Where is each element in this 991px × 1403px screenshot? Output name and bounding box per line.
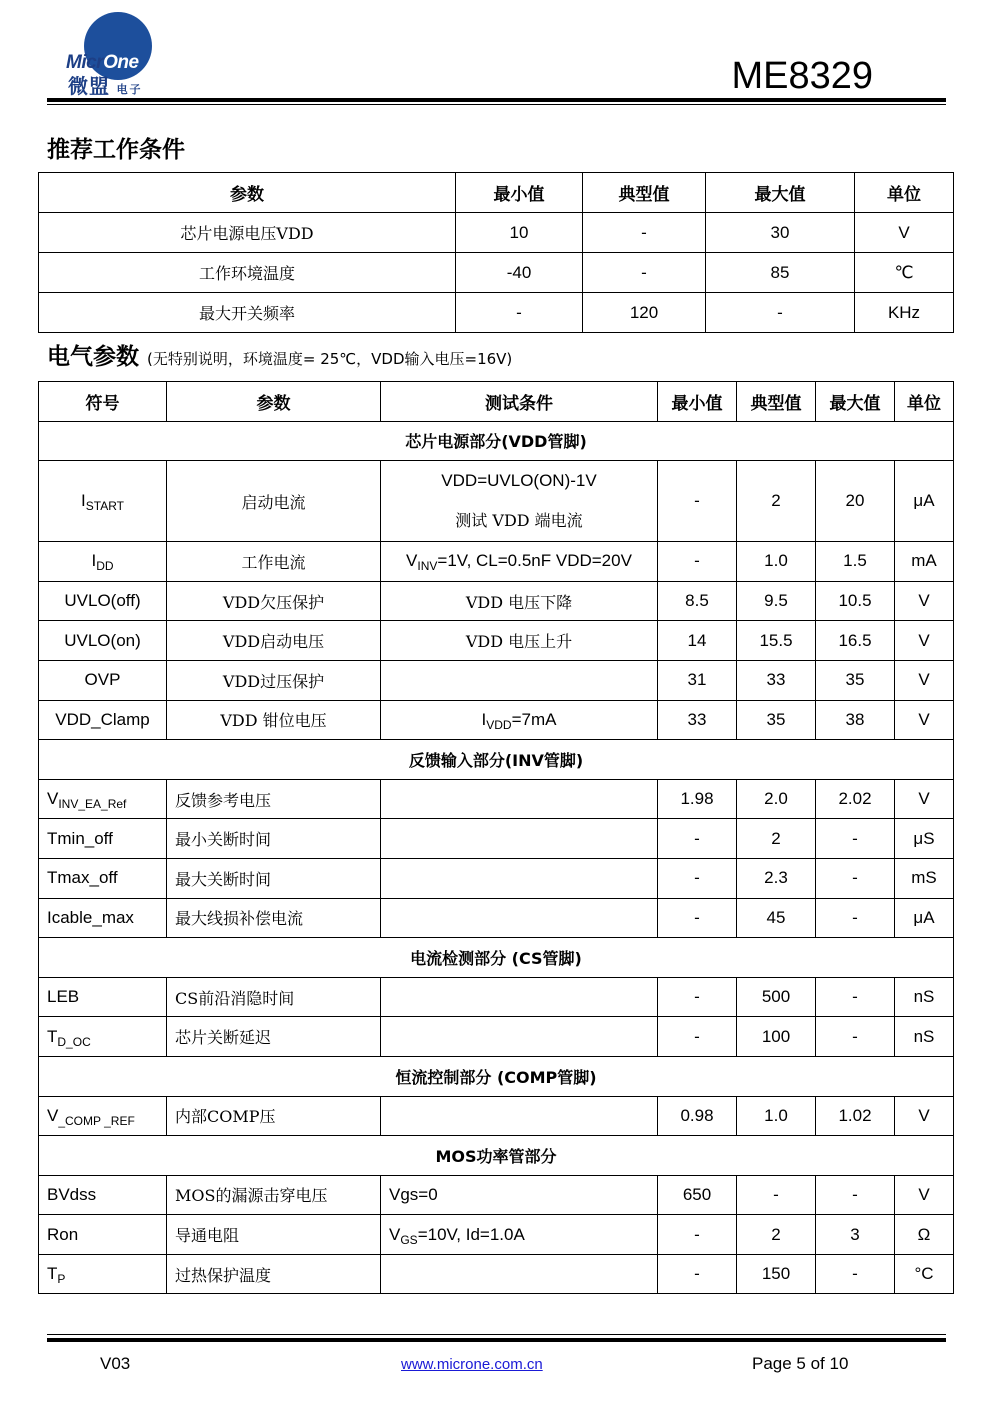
table-row [39, 461, 954, 542]
min-cell: -40 [456, 253, 583, 293]
symbol-cell: Tmin_off [39, 819, 167, 859]
min-cell: 10 [456, 213, 583, 253]
param-cell: VDD启动电压 [167, 621, 381, 661]
typ-cell: 500 [737, 977, 816, 1017]
unit-cell: nS [895, 1017, 954, 1057]
min-cell: - [658, 858, 737, 898]
group-title: 芯片电源部分(VDD管脚) [39, 421, 954, 461]
footer-rule-thin [47, 1334, 946, 1335]
unit-cell: V [895, 621, 954, 661]
symbol-cell [39, 461, 167, 542]
max-cell: - [706, 293, 855, 333]
symbol-cell: Ron [39, 1215, 167, 1255]
max-cell: 35 [816, 660, 895, 700]
param-cell: 最大关断时间 [167, 858, 381, 898]
param-cell: VDD过压保护 [167, 660, 381, 700]
microne-logo [66, 12, 156, 98]
group-title: 恒流控制部分 (COMP管脚) [39, 1056, 954, 1096]
table-row [39, 1254, 954, 1294]
param-cell: VDD欠压保护 [167, 581, 381, 621]
unit-cell: μA [895, 898, 954, 938]
max-cell: - [816, 819, 895, 859]
table-row [39, 293, 954, 333]
col-header: 单位 [895, 382, 954, 422]
cond-text: =1V, CL=0.5nF VDD=20V [437, 551, 632, 571]
max-cell: 85 [706, 253, 855, 293]
param-cell: 芯片关断延迟 [167, 1017, 381, 1057]
symbol-cell [39, 1017, 167, 1057]
max-cell: 1.5 [816, 542, 895, 582]
cond-cell [381, 1215, 658, 1255]
param-cell: 过热保护温度 [167, 1254, 381, 1294]
symbol-text: T [47, 1264, 58, 1284]
table-header-row [39, 173, 954, 213]
electrical-note: (无特别说明，环境温度= 25℃，VDD输入电压=16V) [147, 350, 513, 368]
cond-cell: Vgs=0 [381, 1175, 658, 1215]
typ-cell: 33 [737, 660, 816, 700]
unit-cell: mS [895, 858, 954, 898]
col-header: 符号 [39, 382, 167, 422]
param-cell: 最大线损补偿电流 [167, 898, 381, 938]
group-title: MOS功率管部分 [39, 1136, 954, 1176]
param-cell: 芯片电源电压VDD [39, 213, 456, 253]
cond-cell [381, 898, 658, 938]
symbol-sub: D_OC [57, 1034, 91, 1049]
max-cell: 38 [816, 700, 895, 740]
table-row [39, 779, 954, 819]
min-cell: - [658, 461, 737, 542]
unit-cell: Ω [895, 1215, 954, 1255]
typ-cell: 150 [737, 1254, 816, 1294]
symbol-sub: P [57, 1272, 66, 1287]
min-cell: - [658, 977, 737, 1017]
recommended-title: 推荐工作条件 [47, 137, 185, 163]
table-row [39, 213, 954, 253]
symbol-text: T [47, 1026, 58, 1046]
symbol-cell [39, 542, 167, 582]
logo-cn-small: 电子 [116, 84, 143, 96]
typ-cell: 35 [737, 700, 816, 740]
unit-cell: V [895, 779, 954, 819]
unit-cell: V [895, 700, 954, 740]
min-cell: 1.98 [658, 779, 737, 819]
param-cell: 工作电流 [167, 542, 381, 582]
table-row [39, 700, 954, 740]
min-cell: - [456, 293, 583, 333]
table-row [39, 858, 954, 898]
cond-cell [381, 977, 658, 1017]
symbol-cell: UVLO(on) [39, 621, 167, 661]
group-row [39, 1136, 954, 1176]
min-cell: - [658, 1017, 737, 1057]
symbol-cell [39, 779, 167, 819]
table-row [39, 253, 954, 293]
cond-sub: VDD [486, 717, 512, 732]
col-header: 典型值 [737, 382, 816, 422]
cond-text: =7mA [511, 709, 557, 729]
cond-cell [381, 542, 658, 582]
typ-cell: 9.5 [737, 581, 816, 621]
electrical-title-text: 电气参数 [47, 344, 139, 370]
col-header: 最大值 [706, 173, 855, 213]
max-cell: 1.02 [816, 1096, 895, 1136]
cond-cell [381, 700, 658, 740]
max-cell: 3 [816, 1215, 895, 1255]
table-row [39, 621, 954, 661]
unit-cell: °C [895, 1254, 954, 1294]
unit-cell: μA [895, 461, 954, 542]
max-cell: - [816, 1254, 895, 1294]
col-header: 参数 [39, 173, 456, 213]
max-cell: 16.5 [816, 621, 895, 661]
typ-cell: 2 [737, 1215, 816, 1255]
param-cell: 反馈参考电压 [167, 779, 381, 819]
cond-text: I [481, 709, 487, 729]
header-rule [47, 98, 946, 102]
logo-chinese [68, 70, 143, 99]
symbol-sub: START [85, 499, 124, 514]
table-row [39, 660, 954, 700]
typ-cell: - [583, 253, 706, 293]
cond-cell [381, 819, 658, 859]
cond-cell [381, 1096, 658, 1136]
col-header: 最小值 [456, 173, 583, 213]
col-header: 参数 [167, 382, 381, 422]
footer-rule [47, 1338, 946, 1342]
max-cell: - [816, 977, 895, 1017]
param-cell: 导通电阻 [167, 1215, 381, 1255]
unit-cell: V [895, 1175, 954, 1215]
table-row [39, 1175, 954, 1215]
part-number: ME8329 [731, 55, 873, 97]
max-cell: 20 [816, 461, 895, 542]
table-header-row [39, 382, 954, 422]
logo-text-b: One [103, 52, 139, 73]
footer-link-wrap [401, 1354, 543, 1374]
cond-line: 测试 VDD 端电流 [455, 511, 583, 531]
unit-cell: V [895, 1096, 954, 1136]
cond-text: V [389, 1224, 401, 1244]
table-row [39, 898, 954, 938]
col-header: 典型值 [583, 173, 706, 213]
symbol-text: I [81, 491, 86, 511]
unit-cell: μS [895, 819, 954, 859]
logo-cn-main: 微盟 [68, 76, 110, 98]
typ-cell: 2.3 [737, 858, 816, 898]
cond-cell [381, 461, 658, 542]
unit-cell: V [855, 213, 954, 253]
typ-cell: 120 [583, 293, 706, 333]
param-cell: 启动电流 [167, 461, 381, 542]
max-cell: - [816, 858, 895, 898]
max-cell: - [816, 1017, 895, 1057]
group-row [39, 740, 954, 780]
footer-page-number: Page 5 of 10 [752, 1354, 849, 1373]
col-header: 测试条件 [381, 382, 658, 422]
col-header: 最小值 [658, 382, 737, 422]
symbol-cell: BVdss [39, 1175, 167, 1215]
typ-cell: - [737, 1175, 816, 1215]
cond-cell [381, 858, 658, 898]
cond-cell [381, 1017, 658, 1057]
cond-line: VDD=UVLO(ON)-1V [441, 471, 597, 491]
param-cell: 内部COMP压 [167, 1096, 381, 1136]
cond-cell [381, 1254, 658, 1294]
min-cell: 14 [658, 621, 737, 661]
min-cell: 0.98 [658, 1096, 737, 1136]
typ-cell: 2.0 [737, 779, 816, 819]
table-row [39, 542, 954, 582]
symbol-cell [39, 1254, 167, 1294]
param-cell: CS前沿消隐时间 [167, 977, 381, 1017]
footer-version: V03 [100, 1354, 131, 1373]
param-cell: 工作环境温度 [39, 253, 456, 293]
symbol-cell: Icable_max [39, 898, 167, 938]
max-cell: 10.5 [816, 581, 895, 621]
symbol-text: V [47, 1105, 59, 1125]
unit-cell: V [895, 660, 954, 700]
group-row [39, 421, 954, 461]
unit-cell: mA [895, 542, 954, 582]
min-cell: - [658, 1254, 737, 1294]
group-row [39, 938, 954, 978]
min-cell: - [658, 542, 737, 582]
cond-cell [381, 779, 658, 819]
min-cell: - [658, 1215, 737, 1255]
table-row [39, 819, 954, 859]
table-row [39, 1017, 954, 1057]
group-row [39, 1056, 954, 1096]
min-cell: - [658, 819, 737, 859]
cond-cell [381, 660, 658, 700]
symbol-text: I [91, 551, 97, 571]
symbol-cell: Tmax_off [39, 858, 167, 898]
symbol-sub: INV_EA_Ref [58, 797, 127, 812]
param-cell: MOS的漏源击穿电压 [167, 1175, 381, 1215]
symbol-cell: UVLO(off) [39, 581, 167, 621]
typ-cell: 100 [737, 1017, 816, 1057]
param-cell: 最大开关频率 [39, 293, 456, 333]
symbol-text: V [47, 789, 59, 809]
cond-text: =10V, Id=1.0A [417, 1224, 525, 1244]
typ-cell: 15.5 [737, 621, 816, 661]
symbol-cell [39, 1096, 167, 1136]
group-title: 电流检测部分 (CS管脚) [39, 938, 954, 978]
typ-cell: 2 [737, 819, 816, 859]
max-cell: - [816, 1175, 895, 1215]
cond-cell: VDD 电压下降 [381, 581, 658, 621]
table-row [39, 581, 954, 621]
recommended-table [38, 172, 954, 333]
table-row [39, 1096, 954, 1136]
unit-cell: V [895, 581, 954, 621]
max-cell: 2.02 [816, 779, 895, 819]
website-link[interactable]: www.microne.com.cn [401, 1356, 543, 1373]
electrical-table [38, 381, 954, 1294]
group-title: 反馈输入部分(INV管脚) [39, 740, 954, 780]
typ-cell: 2 [737, 461, 816, 542]
symbol-cell: LEB [39, 977, 167, 1017]
max-cell: 30 [706, 213, 855, 253]
max-cell: - [816, 898, 895, 938]
table-row [39, 977, 954, 1017]
cond-sub: GS [400, 1232, 418, 1247]
typ-cell: - [583, 213, 706, 253]
col-header: 最大值 [816, 382, 895, 422]
param-cell: VDD 钳位电压 [167, 700, 381, 740]
cond-sub: INV [417, 559, 438, 574]
cond-text: V [406, 551, 418, 571]
min-cell: 31 [658, 660, 737, 700]
cond-cell: VDD 电压上升 [381, 621, 658, 661]
typ-cell: 45 [737, 898, 816, 938]
unit-cell: KHz [855, 293, 954, 333]
table-row [39, 1215, 954, 1255]
typ-cell: 1.0 [737, 542, 816, 582]
min-cell: 650 [658, 1175, 737, 1215]
unit-cell: nS [895, 977, 954, 1017]
logo-text-a: Micr [66, 52, 104, 73]
col-header: 单位 [855, 173, 954, 213]
header-rule-thin [47, 104, 946, 105]
electrical-title [47, 338, 512, 371]
unit-cell: ℃ [855, 253, 954, 293]
min-cell: - [658, 898, 737, 938]
symbol-sub: _COMP _REF [58, 1113, 135, 1128]
min-cell: 8.5 [658, 581, 737, 621]
typ-cell: 1.0 [737, 1096, 816, 1136]
min-cell: 33 [658, 700, 737, 740]
symbol-sub: DD [96, 559, 114, 574]
symbol-cell: OVP [39, 660, 167, 700]
param-cell: 最小关断时间 [167, 819, 381, 859]
symbol-cell: VDD_Clamp [39, 700, 167, 740]
